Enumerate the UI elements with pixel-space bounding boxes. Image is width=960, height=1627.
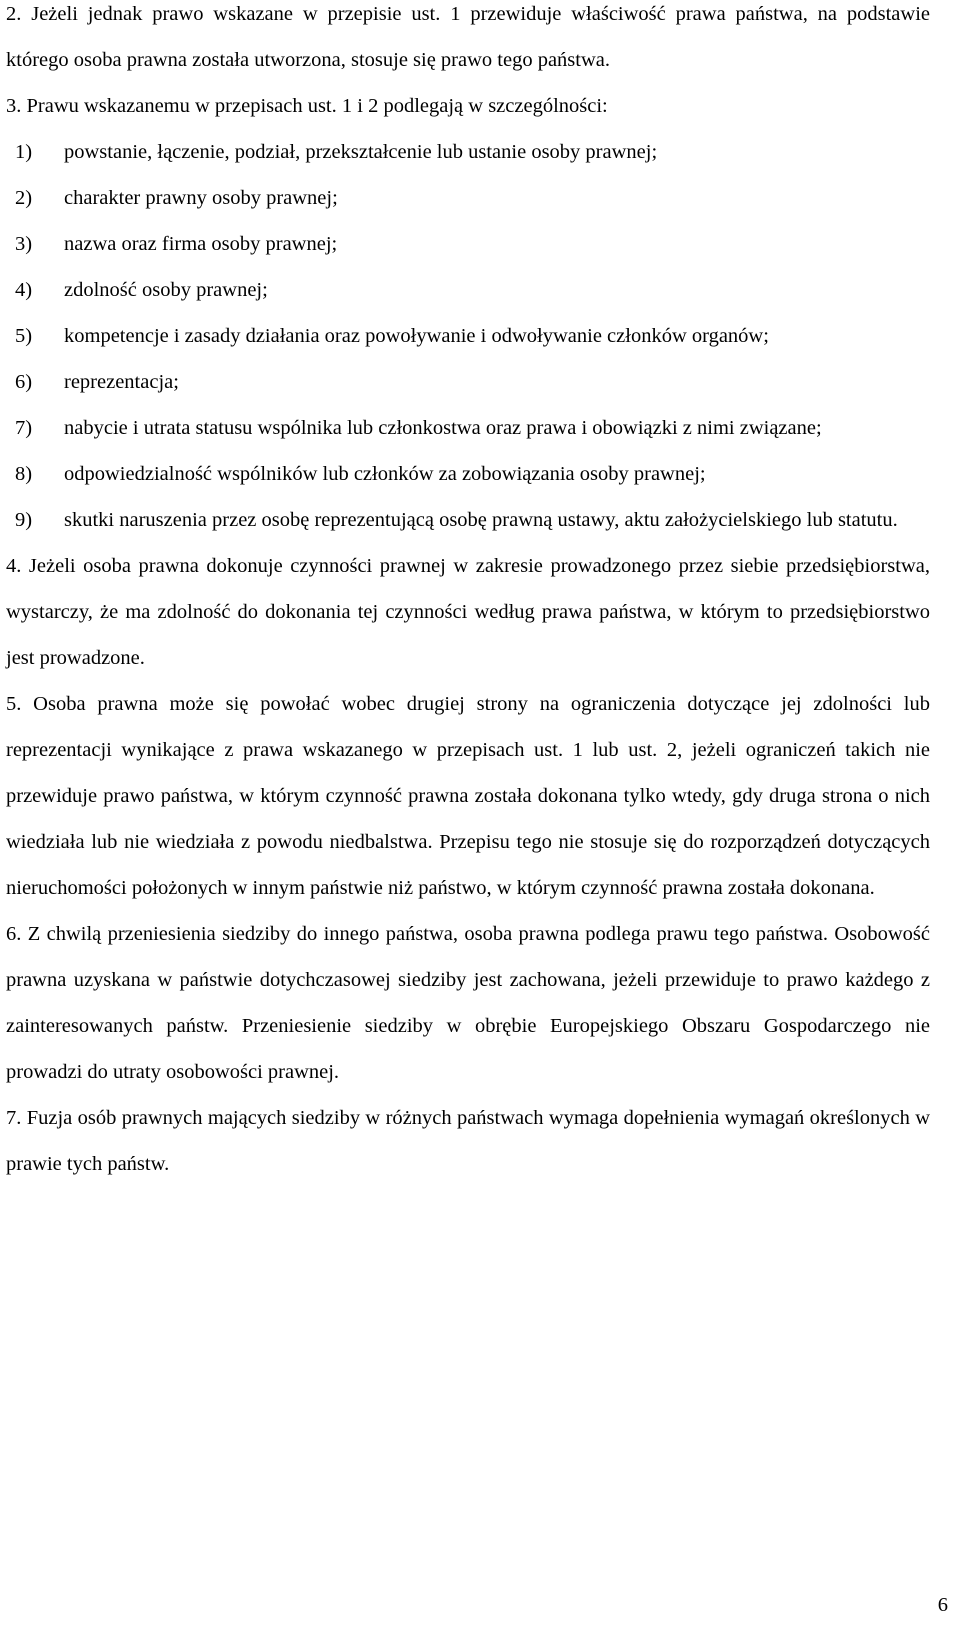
paragraph-3-intro: 3. Prawu wskazanemu w przepisach ust. 1 i 2 podlegają w szczególności:	[6, 95, 608, 117]
list-item	[6, 451, 930, 497]
paragraph-2: 2. Jeżeli jednak prawo wskazane w przepisie ust. 1 przewiduje właściwość prawa państwa, na podstawie którego osoba prawna została utworzona, stosuje się prawo tego państwa.	[6, 3, 930, 71]
list-item	[6, 405, 930, 451]
list-item-number: 7)	[15, 417, 33, 439]
list-item-number: 1)	[15, 141, 33, 163]
list-item-text: reprezentacja;	[64, 371, 179, 393]
list-item	[6, 313, 930, 359]
list-item-text: powstanie, łączenie, podział, przekształcenie lub ustanie osoby prawnej;	[64, 141, 658, 163]
list-item-number: 5)	[15, 325, 33, 347]
list-item-number: 3)	[15, 233, 33, 255]
list-item	[6, 175, 930, 221]
enumerated-list	[6, 129, 930, 543]
list-item-number: 4)	[15, 279, 33, 301]
list-item-text: nabycie i utrata statusu wspólnika lub członkostwa oraz prawa i obowiązki z nimi związane;	[64, 417, 822, 439]
list-item-text: charakter prawny osoby prawnej;	[64, 187, 338, 209]
paragraph-7: 7. Fuzja osób prawnych mających siedziby w różnych państwach wymaga dopełnienia wymagań określonych w prawie tych państw.	[6, 1107, 930, 1175]
document-page	[6, 0, 930, 1627]
list-item	[6, 497, 930, 543]
list-item-number: 6)	[15, 371, 33, 393]
list-item	[6, 129, 930, 175]
paragraph-4: 4. Jeżeli osoba prawna dokonuje czynności prawnej w zakresie prowadzonego przez siebie przedsiębiorstwa, wystarczy, że ma zdolność do dokonania tej czynności według prawa państwa, w którym to przedsiębiorstwo jest prowadzone.	[6, 555, 930, 669]
list-item-text: skutki naruszenia przez osobę reprezentującą osobę prawną ustawy, aktu założycielskiego lub statutu.	[64, 509, 898, 531]
list-item-number: 2)	[15, 187, 33, 209]
list-item	[6, 221, 930, 267]
list-item-number: 9)	[15, 509, 33, 531]
paragraph-6: 6. Z chwilą przeniesienia siedziby do innego państwa, osoba prawna podlega prawu tego państwa. Osobowość prawna uzyskana w państwie dotychczasowej siedziby jest zachowana, jeżeli przewiduje to prawo każdego z zainteresowanych państw. Przeniesienie siedziby w obrębie Europejskiego Obszaru Gospodarczego nie prowadzi do utraty osobowości prawnej.	[6, 923, 930, 1083]
list-item-text: zdolność osoby prawnej;	[64, 279, 268, 301]
page-number: 6	[937, 1594, 948, 1616]
list-item	[6, 267, 930, 313]
list-item-text: odpowiedzialność wspólników lub członków za zobowiązania osoby prawnej;	[64, 463, 706, 485]
list-item-text: nazwa oraz firma osoby prawnej;	[64, 233, 338, 255]
list-item-text: kompetencje i zasady działania oraz powoływanie i odwoływanie członków organów;	[64, 325, 769, 347]
list-item-number: 8)	[15, 463, 33, 485]
list-item	[6, 359, 930, 405]
paragraph-5: 5. Osoba prawna może się powołać wobec drugiej strony na ograniczenia dotyczące jej zdolności lub reprezentacji wynikające z prawa wskazanego w przepisach ust. 1 lub ust. 2, jeżeli ograniczeń takich nie przewiduje prawo państwa, w którym czynność prawna została dokonana tylko wtedy, gdy druga strona o nich wiedziała lub nie wiedziała z powodu niedbalstwa. Przepisu tego nie stosuje się do rozporządzeń dotyczących nieruchomości położonych w innym państwie niż państwo, w którym czynność prawna została dokonana.	[6, 693, 930, 899]
